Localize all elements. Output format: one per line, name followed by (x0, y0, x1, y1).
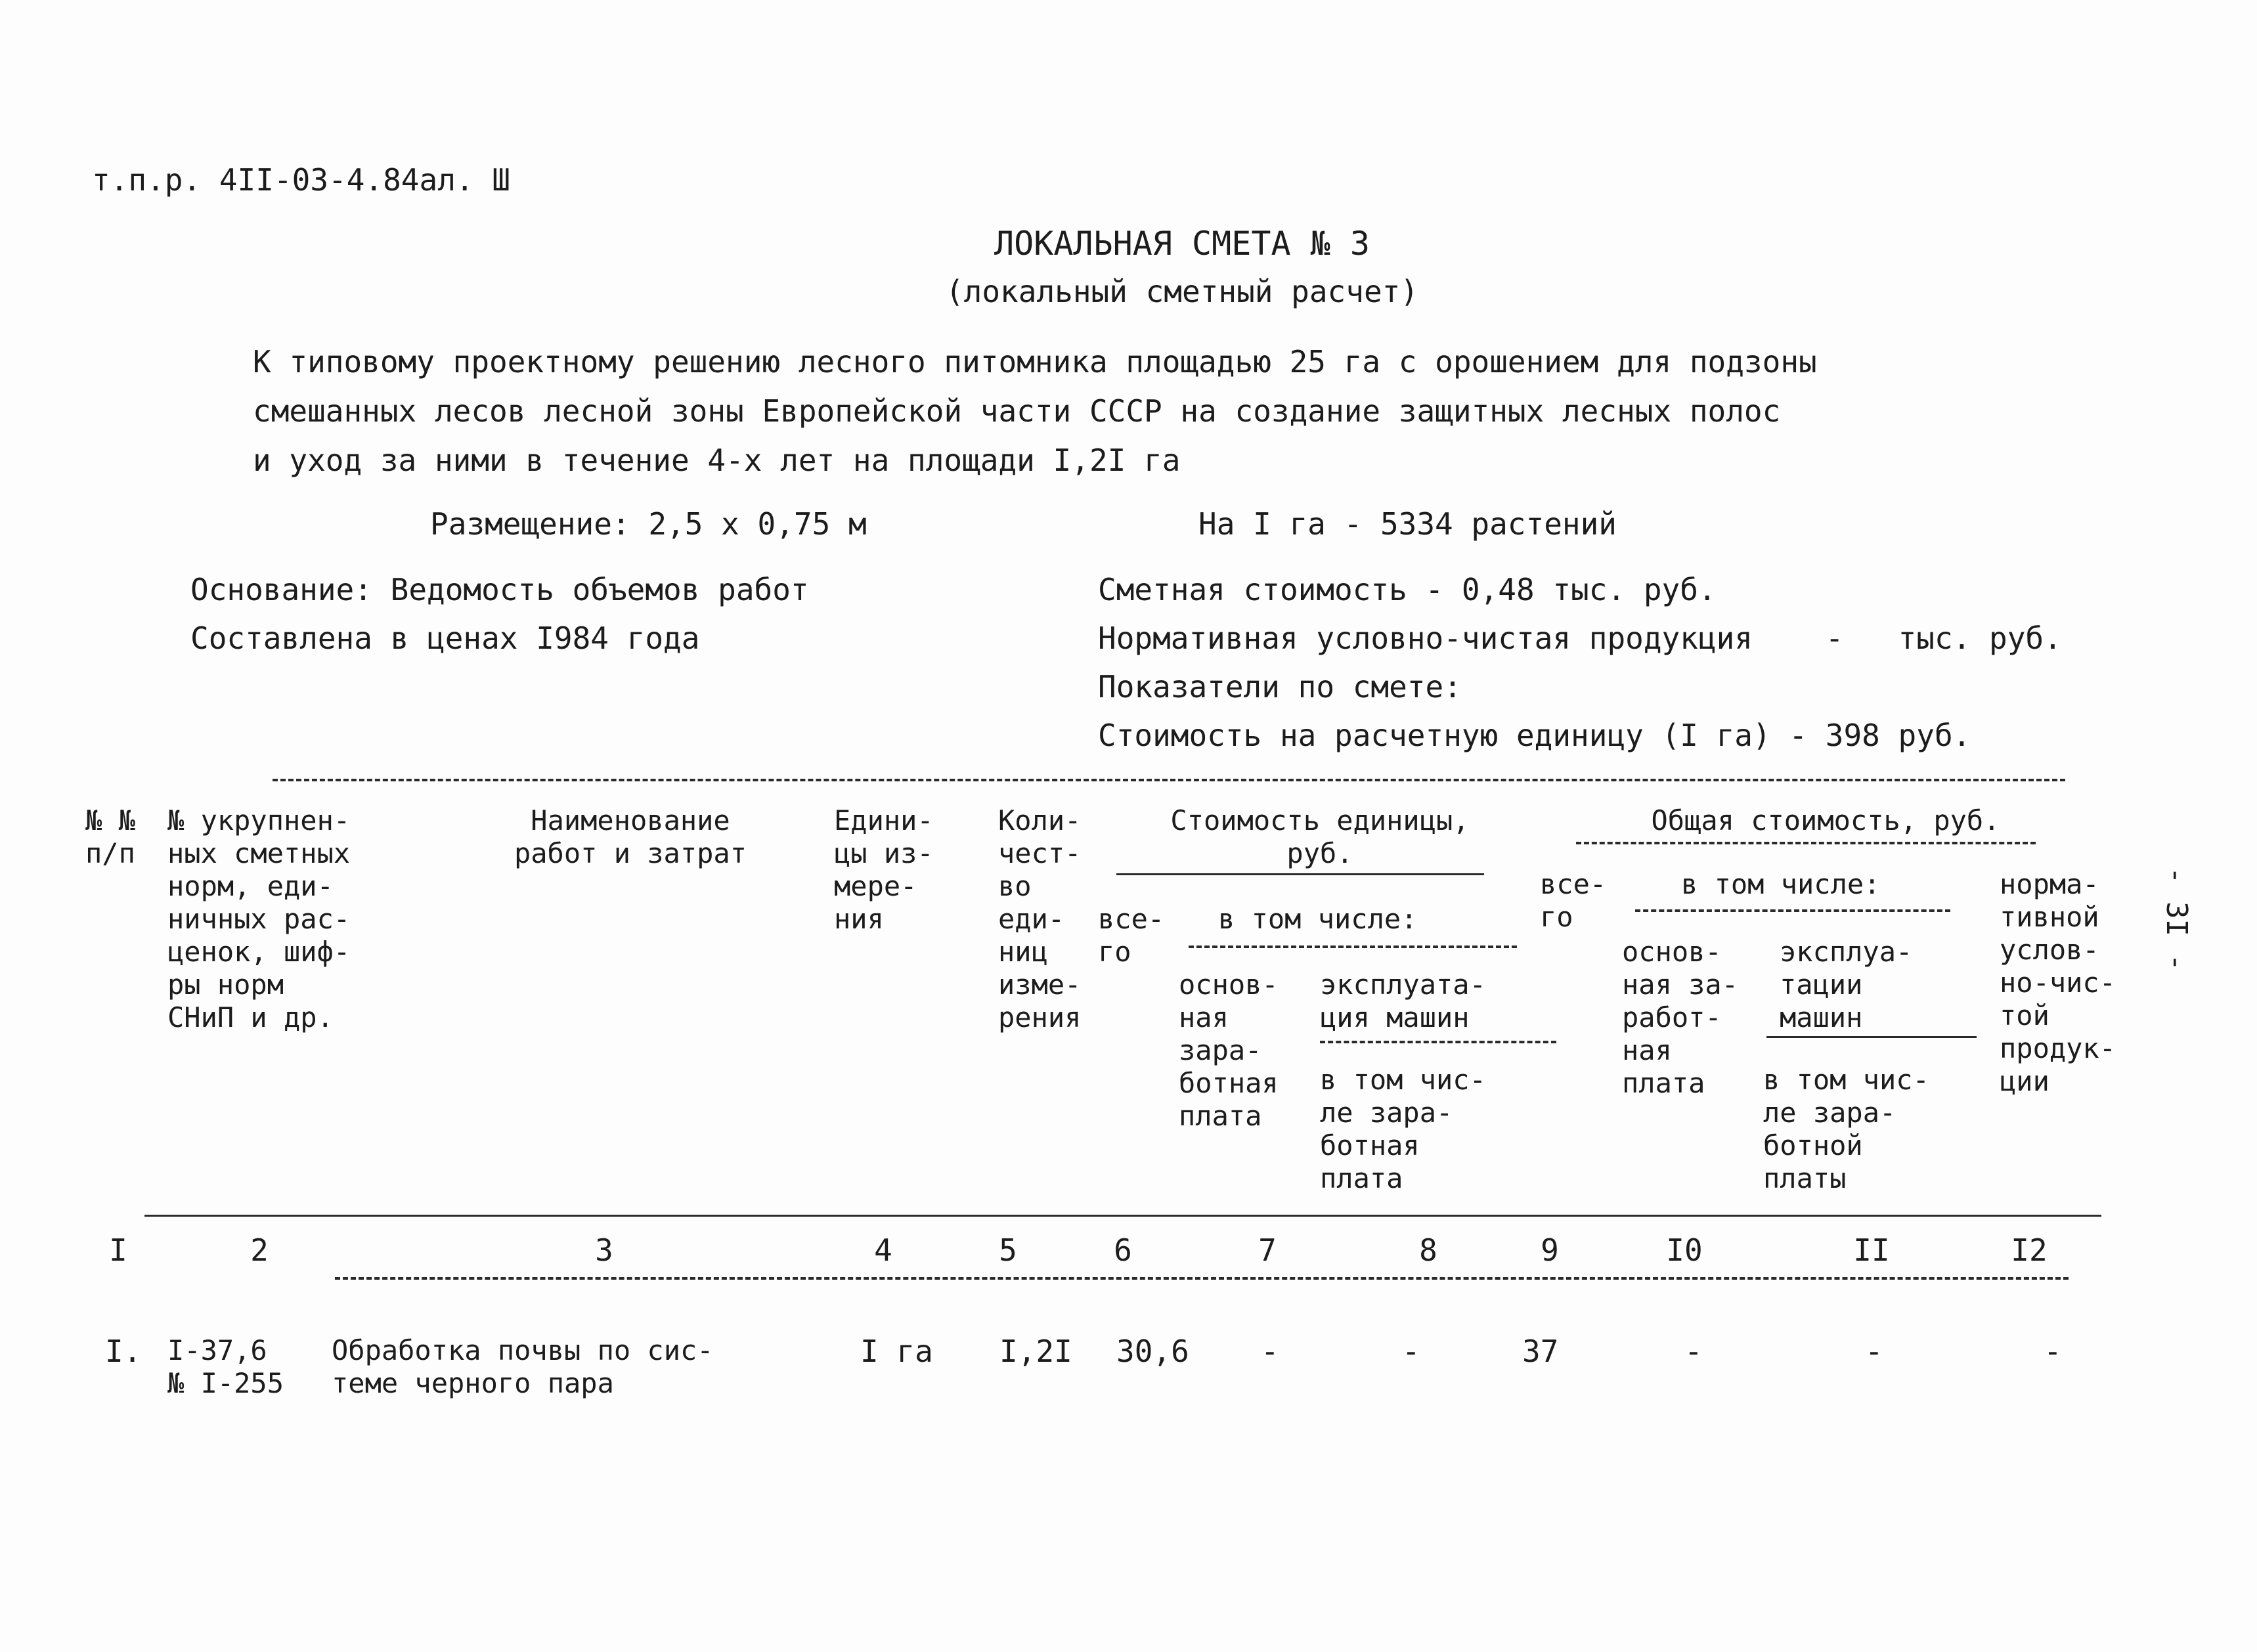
row-number: I. (105, 1334, 142, 1369)
header-unit-total: все- го (1098, 903, 1165, 968)
placement-text: Размещение: 2,5 х 0,75 м (430, 506, 867, 542)
row-total: 37 (1522, 1334, 1559, 1369)
column-number-10: I0 (1666, 1232, 1703, 1268)
header-total-machine-wage: в том чис- ле зара- ботной платы (1763, 1064, 1929, 1194)
header-normative-production: норма- тивной услов- но-чис- той продук- ции (2000, 868, 2116, 1097)
intro-line-1: К типовому проектному решению лесного питомника площадью 25 га с орошением для подзоны (253, 344, 1817, 380)
header-unit-wage: основ- ная зара- ботная плата (1179, 968, 1279, 1132)
header-unit-incl: в том числе: (1218, 903, 1418, 935)
unit-incl-rule (1189, 946, 1517, 948)
header-unit-machine: эксплуата- ция машин (1320, 968, 1486, 1033)
row-work-name: Обработка почвы по сис- теме черного пара (332, 1334, 714, 1399)
unit-cost-rule (1116, 873, 1484, 875)
normative-production: Нормативная условно-чистая продукция - тыс. руб. (1098, 620, 2062, 656)
row-normative: - (2044, 1334, 2062, 1369)
intro-line-2: смешанных лесов лесной зоны Европейской части СССР на создание защитных лесных полос (253, 393, 1781, 429)
header-unit-cost-group: Стоимость единицы, руб. (1170, 804, 1470, 869)
total-incl-rule (1635, 909, 1950, 912)
document-code: т.п.р. 4II-03-4.84ал. Ш (92, 162, 510, 198)
intro-line-3: и уход за ними в течение 4-х лет на площади I,2I га (253, 443, 1181, 478)
column-number-12: I2 (2011, 1232, 2048, 1268)
header-total: все- го (1540, 868, 1607, 933)
column-number-8: 8 (1419, 1232, 1437, 1268)
document-title: ЛОКАЛЬНАЯ СМЕТА № 3 (994, 225, 1370, 263)
header-total-machine: эксплуа- тации машин (1780, 936, 1913, 1033)
document-subtitle: (локальный сметный расчет) (945, 274, 1419, 309)
header-total-wage: основ- ная за- работ- ная плата (1622, 936, 1739, 1099)
row-unit-machine-wage: - (1402, 1334, 1420, 1369)
row-unit: I га (860, 1334, 933, 1369)
row-quantity: I,2I (999, 1334, 1072, 1369)
column-number-5: 5 (999, 1232, 1017, 1268)
column-number-1: I (109, 1232, 127, 1268)
header-norm-code: № укрупнен- ных сметных норм, еди- ничных рас- ценок, шиф- ры норм СНиП и др. (167, 804, 351, 1033)
header-unit: Едини- цы из- мере- ния (834, 804, 934, 935)
column-number-6: 6 (1114, 1232, 1132, 1268)
column-number-2: 2 (250, 1232, 269, 1268)
header-total-incl: в том числе: (1681, 868, 1881, 900)
estimate-cost: Сметная стоимость - 0,48 тыс. руб. (1098, 572, 1717, 607)
row-norm-code: I-37,6 № I-255 (167, 1334, 284, 1399)
unit-cost-indicator: Стоимость на расчетную единицу (I га) - 398 руб. (1098, 718, 1971, 753)
plants-per-ha: На I га - 5334 растений (1198, 506, 1617, 542)
header-bottom-rule (144, 1215, 2101, 1217)
column-number-11: II (1853, 1232, 1890, 1268)
page-number: - 3I - (2160, 867, 2193, 971)
header-row-number: № № п/п (85, 804, 135, 869)
header-quantity: Коли- чест- во еди- ниц изме- рения (998, 804, 1082, 1033)
table-top-rule (273, 779, 2065, 781)
header-total-group: Общая стоимость, руб. (1651, 804, 2000, 837)
column-number-7: 7 (1258, 1232, 1277, 1268)
basis-text: Основание: Ведомость объемов работ (190, 572, 809, 607)
total-group-rule (1576, 842, 2036, 844)
indicators-label: Показатели по смете: (1098, 669, 1462, 705)
prices-text: Составлена в ценах I984 года (190, 620, 700, 656)
column-number-4: 4 (874, 1232, 892, 1268)
total-machine-rule (1766, 1036, 1977, 1038)
column-number-3: 3 (595, 1232, 613, 1268)
column-number-rule (335, 1277, 2069, 1280)
unit-machine-rule (1320, 1041, 1556, 1043)
column-number-9: 9 (1541, 1232, 1559, 1268)
row-total-wage: - (1684, 1334, 1703, 1369)
row-unit-wage: - (1261, 1334, 1279, 1369)
row-unit-total: 30,6 (1116, 1334, 1189, 1369)
header-work-name: Наименование работ и затрат (514, 804, 747, 869)
row-total-machine: - (1865, 1334, 1883, 1369)
header-unit-machine-wage: в том чис- ле зара- ботная плата (1320, 1064, 1486, 1194)
